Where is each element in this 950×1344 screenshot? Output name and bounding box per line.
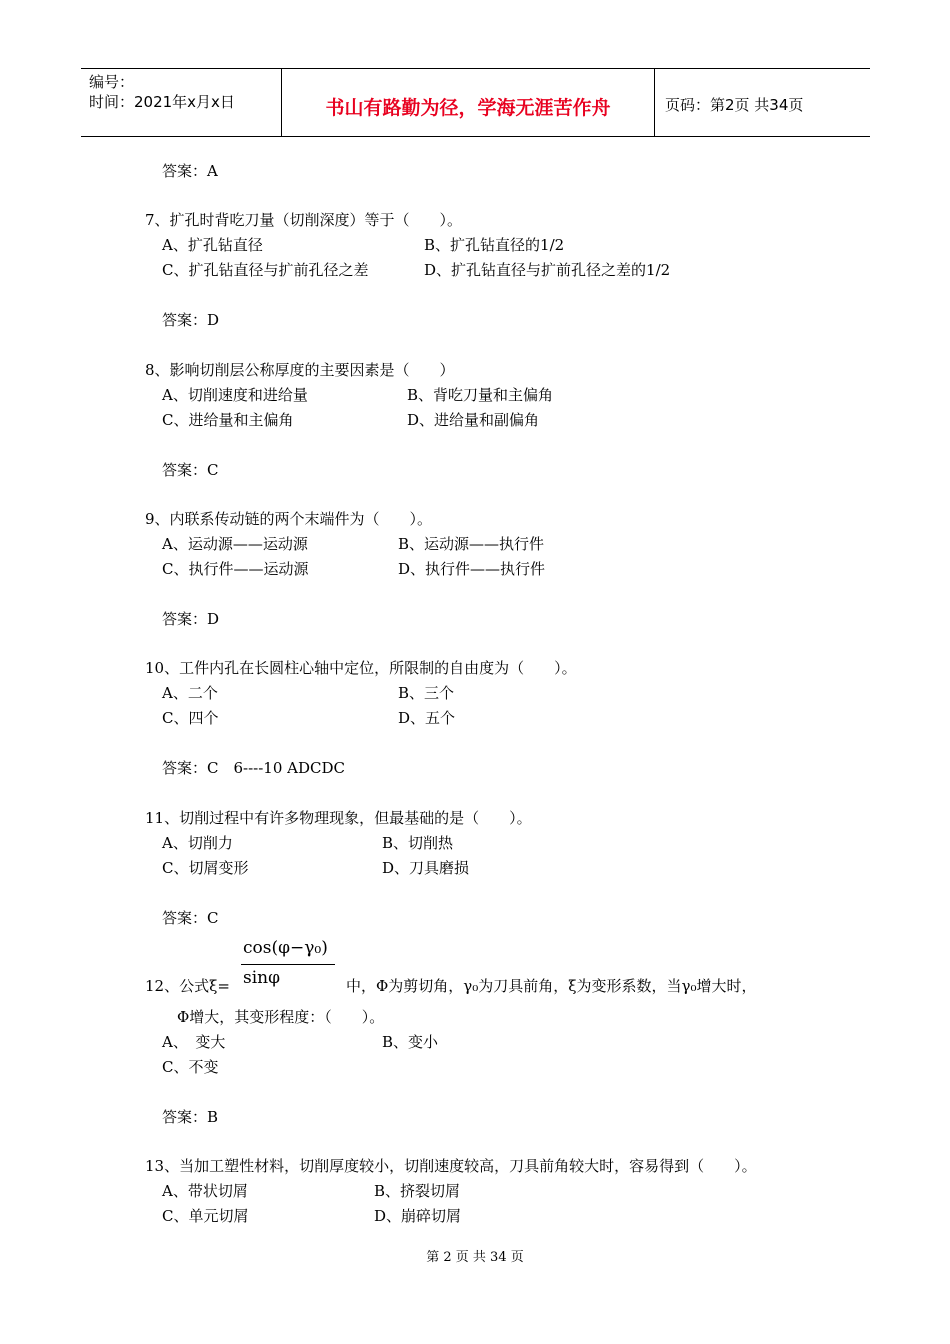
text-line: 答案：B (162, 1108, 219, 1126)
text-line: A、 变大 (162, 1033, 226, 1051)
text-line: 答案：C 6----10 ADCDC (162, 759, 345, 777)
page-header (81, 68, 870, 137)
page-footer: 第 2 页 共 34 页 (426, 1250, 524, 1265)
text-line: D、扩孔钻直径与扩前孔径之差的1/2 (424, 261, 671, 279)
text-line: 13、当加工塑性材料，切削厚度较小，切削速度较高，刀具前角较大时，容易得到（ ）。 (145, 1157, 757, 1175)
text-line: A、运动源——运动源 (162, 535, 308, 553)
text-line: 中，Φ为剪切角，γ₀为刀具前角，ξ为变形系数，当γ₀增大时， (346, 977, 757, 995)
text-line: D、执行件——执行件 (398, 560, 546, 578)
text-line: 8、影响切削层公称厚度的主要因素是（ ） (145, 361, 455, 379)
text-line: 10、工件内孔在长圆柱心轴中定位，所限制的自由度为（ ）。 (145, 659, 577, 677)
text-line: B、变小 (382, 1033, 439, 1051)
text-line: C、四个 (162, 709, 219, 727)
text-line: D、刀具磨损 (382, 859, 470, 877)
header-motto: 书山有路勤为径，学海无涯苦作舟 (325, 97, 611, 119)
text-line: 12、公式ξ= (145, 977, 230, 995)
text-line: 11、切削过程中有许多物理现象，但最基础的是（ ）。 (145, 809, 532, 827)
doc-date-label: 时间：2021年x月x日 (89, 93, 235, 111)
text-line: 7、扩孔时背吃刀量（切削深度）等于（ ）。 (145, 211, 463, 229)
text-line: 9、内联系传动链的两个末端件为（ ）。 (145, 510, 433, 528)
text-line: D、崩碎切屑 (374, 1207, 462, 1225)
text-line: A、切削速度和进给量 (162, 386, 308, 404)
text-line: C、扩孔钻直径与扩前孔径之差 (162, 261, 369, 279)
text-line: B、扩孔钻直径的1/2 (424, 236, 565, 254)
text-line: C、执行件——运动源 (162, 560, 309, 578)
formula-numerator: cos(φ−γ₀) (243, 938, 328, 958)
text-line: B、挤裂切屑 (374, 1182, 461, 1200)
doc-number-label: 编号： (89, 73, 135, 91)
header-left-cell (81, 69, 282, 136)
text-line: C、切屑变形 (162, 859, 249, 877)
text-line: B、三个 (398, 684, 455, 702)
text-line: D、进给量和副偏角 (407, 411, 540, 429)
formula-fraction (241, 936, 335, 996)
text-line: A、切削力 (162, 834, 233, 852)
text-line: A、二个 (162, 684, 218, 702)
text-line: B、运动源——执行件 (398, 535, 545, 553)
text-line: D、五个 (398, 709, 456, 727)
text-line: A、扩孔钻直径 (162, 236, 263, 254)
text-line: C、不变 (162, 1058, 219, 1076)
text-line: C、单元切屑 (162, 1207, 249, 1225)
text-line: A、带状切屑 (162, 1182, 248, 1200)
formula-denominator: sinφ (243, 968, 281, 988)
header-middle-cell (282, 69, 655, 136)
text-line: 答案：C (162, 461, 219, 479)
text-line: 答案：D (162, 610, 220, 628)
fraction-bar (241, 964, 335, 965)
text-line: 答案：D (162, 311, 220, 329)
text-line: 答案：C (162, 909, 219, 927)
text-line: B、切削热 (382, 834, 454, 852)
header-right-cell (655, 69, 870, 136)
page-indicator: 页码：第2页 共34页 (665, 96, 804, 114)
text-line: C、进给量和主偏角 (162, 411, 294, 429)
text-line: 答案：A (162, 162, 218, 180)
text-line: B、背吃刀量和主偏角 (407, 386, 554, 404)
text-line: Φ增大，其变形程度：（ ）。 (177, 1008, 385, 1026)
